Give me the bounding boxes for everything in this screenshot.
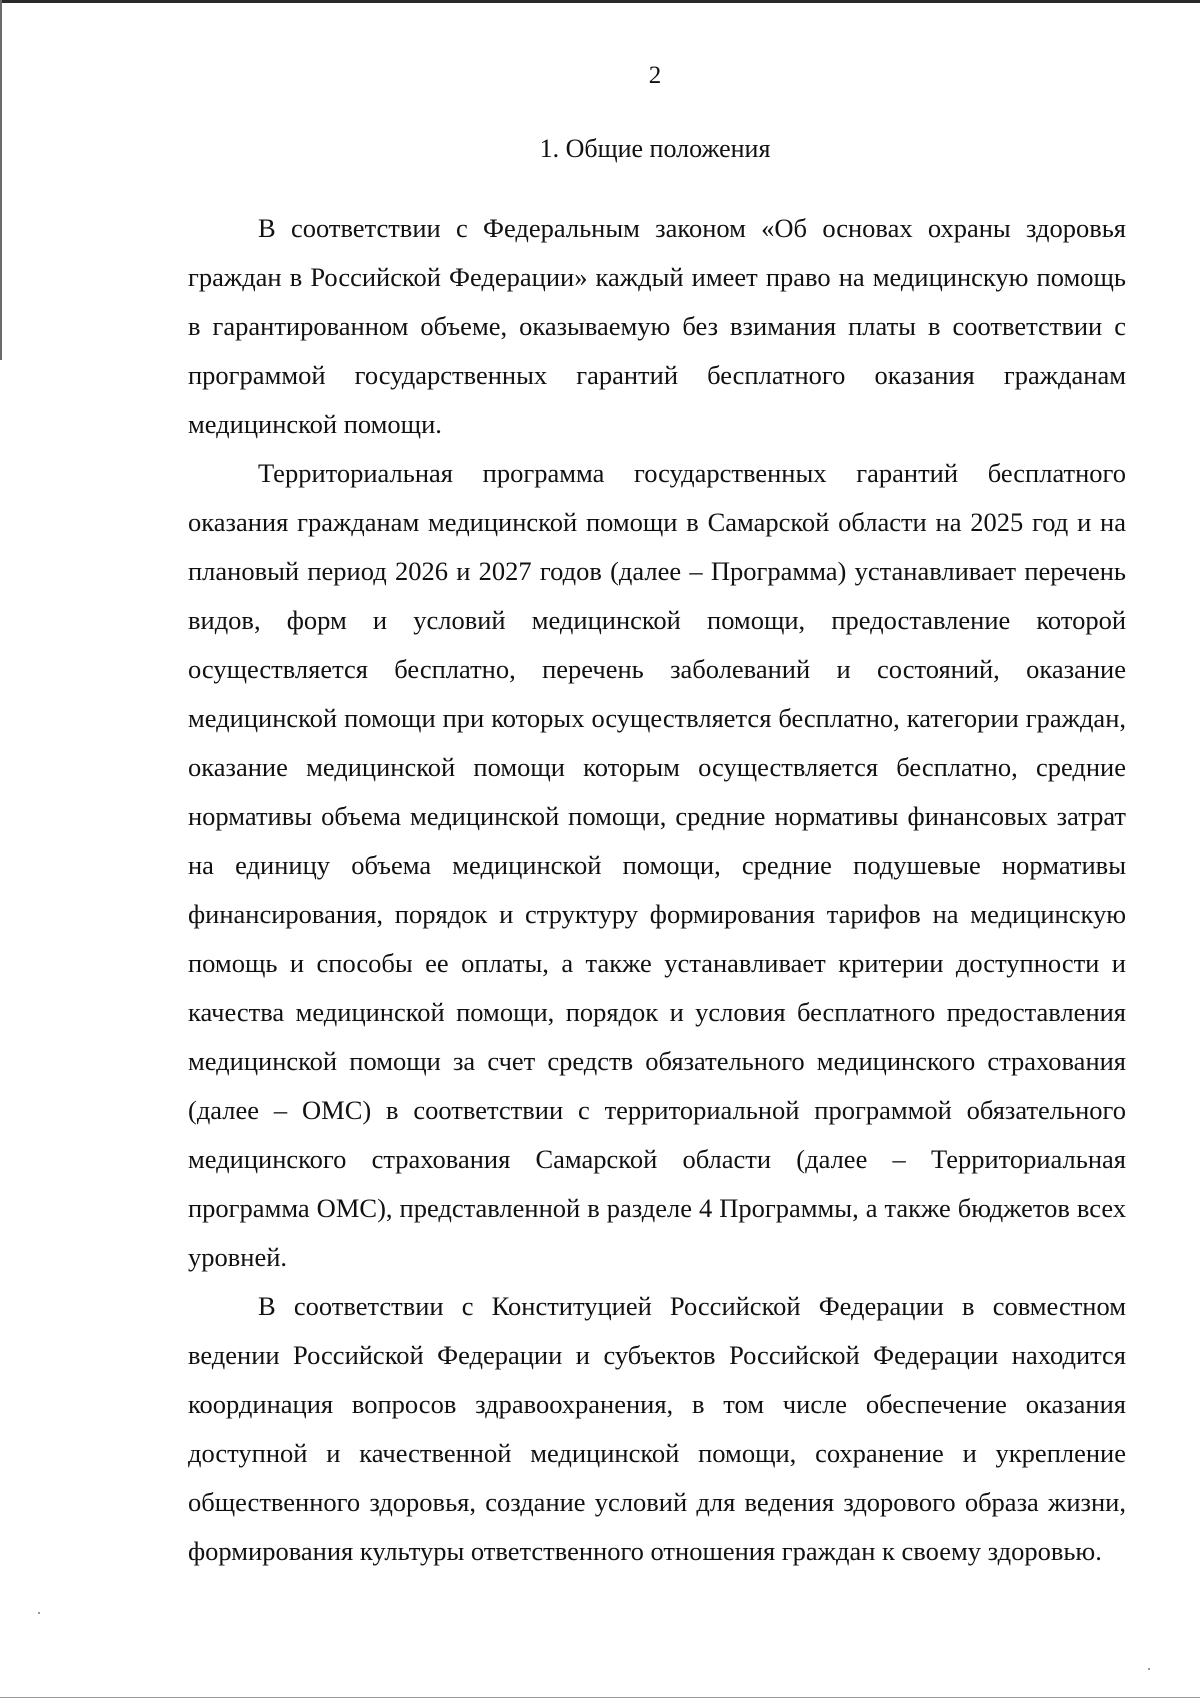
paragraph: В соответствии с Конституцией Российской Федерации в совместном ведении Российской Федерации и субъектов Российской Федерации находится координация вопросов здравоохранения, в том числе обеспечение оказания доступной и качественной медицинской помощи, сохранение и укрепление общественного здоровья, создание условий для ведения здорового образа жизни, формирования культуры ответственного отношения граждан к своему здоровью. [188,1291,1126,1566]
scan-speck [38,1612,40,1614]
page-number: 2 [648,62,662,89]
scan-edge-left [0,0,2,360]
scan-speck [1148,1668,1150,1670]
scan-edge-bottom [0,1697,1200,1698]
paragraph: Территориальная программа государственных гарантий бесплатного оказания гражданам медицинской помощи в Самарской области на 2025 год и на плановый период 2026 и 2027 годов (далее – Программа) устанавливает перечень видов, форм и условий медицинской помощи, предоставление которой осуществляется бесплатно, перечень заболеваний и состояний, оказание медицинской помощи при которых осуществляется бесплатно, категории граждан, оказание медицинской помощи которым осуществляется бесплатно, средние нормативы объема медицинской помощи, средние нормативы финансовых затрат на единицу объема медицинской помощи, средние подушевые нормативы финансирования, порядок и структуру формирования тарифов на медицинскую помощь и способы ее оплаты, а также устанавливает критерии доступности и качества медицинской помощи, порядок и условия бесплатного предоставления медицинской помощи за счет средств обязательного медицинского страхования (далее – ОМС) в соответствии с территориальной программой обязательного медицинского страхования Самарской области (далее – Территориальная программа ОМС), представленной в разделе 4 Программы, а также бюджетов всех уровней. [188,458,1126,1272]
section-title: 1. Общие положения [539,134,771,163]
body-text [188,204,1126,1576]
scan-edge-top [0,0,1200,3]
paragraph: В соответствии с Федеральным законом «Об основах охраны здоровья граждан в Российской Федерации» каждый имеет право на медицинскую помощь в гарантированном объеме, оказываемую без взимания платы в соответствии с программой государственных гарантий бесплатного оказания гражданам медицинской помощи. [188,213,1126,439]
